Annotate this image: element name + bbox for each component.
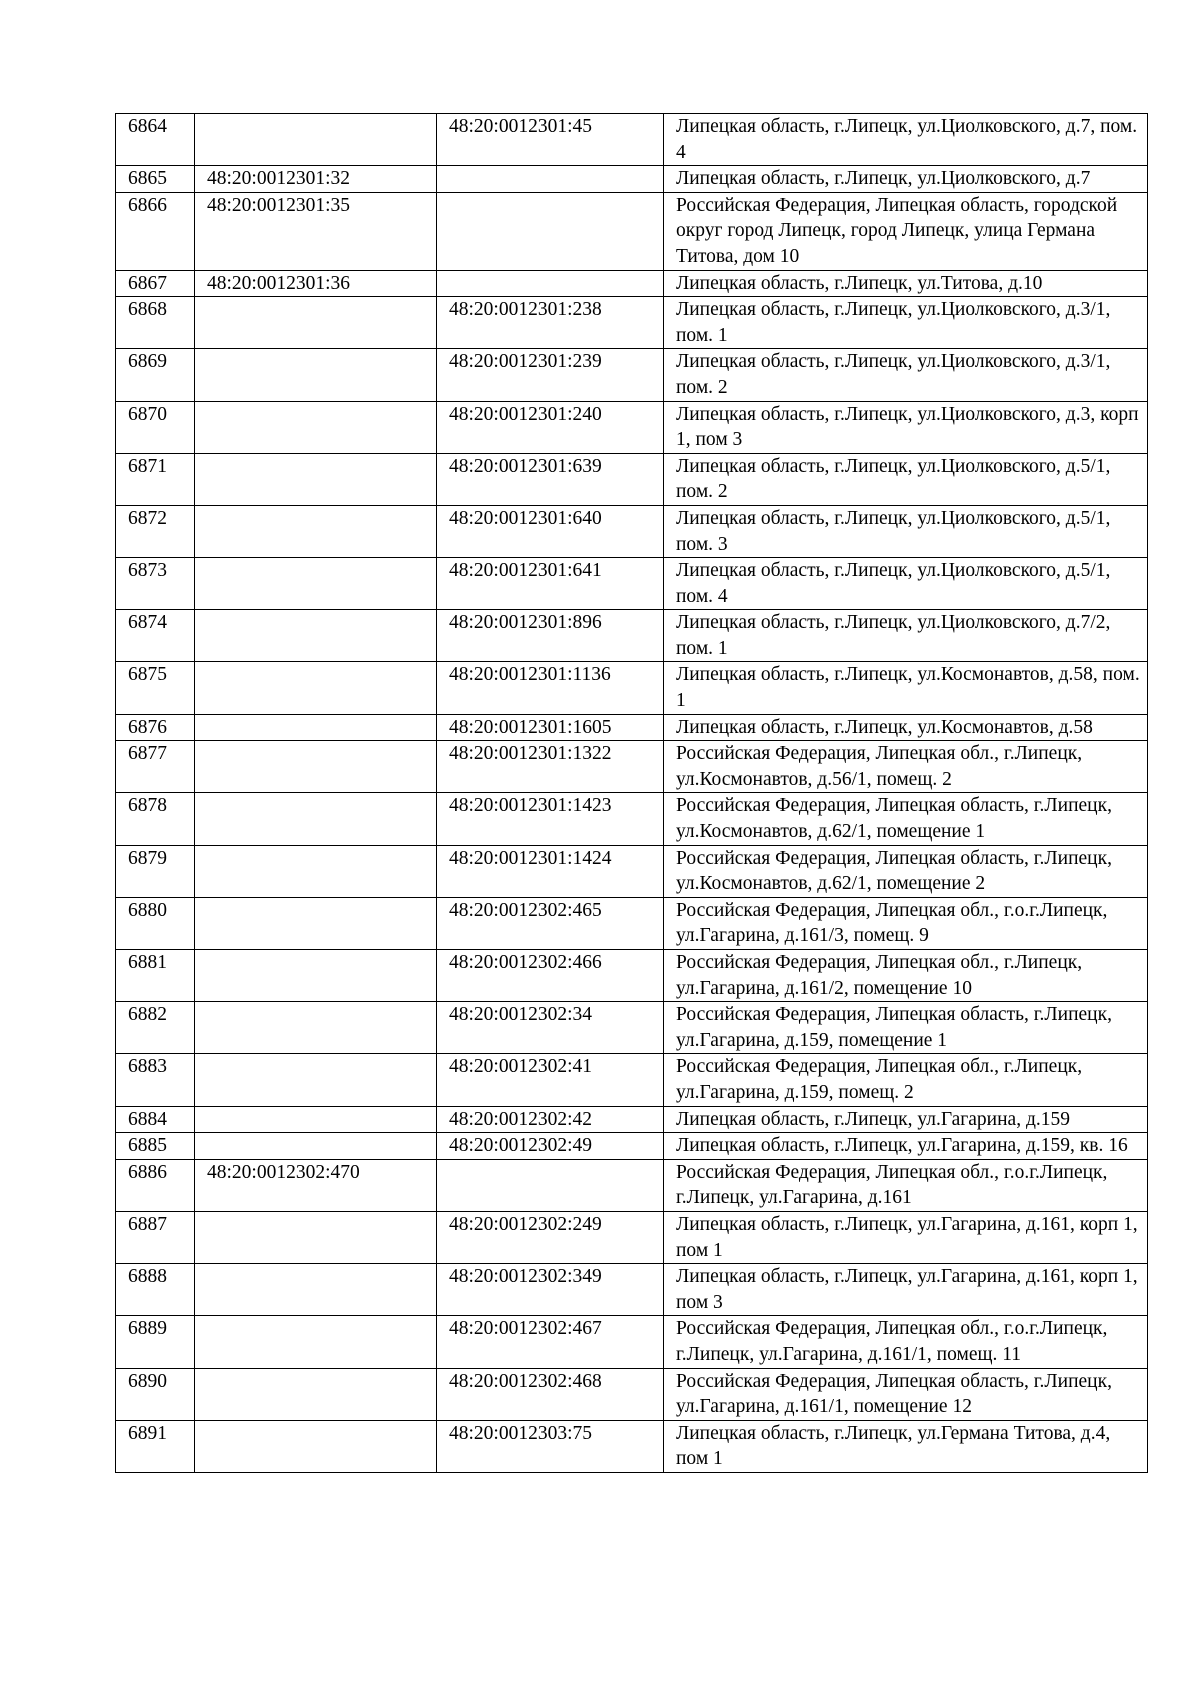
cell-land-cadastral (195, 950, 437, 1002)
cell-address: Липецкая область, г.Липецк, ул.Циолковского, д.7, пом. 4 (664, 114, 1148, 166)
cell-number: 6865 (116, 166, 195, 193)
table-row (116, 1420, 1148, 1472)
cell-number: 6882 (116, 1002, 195, 1054)
cell-number: 6883 (116, 1054, 195, 1106)
table-row (116, 793, 1148, 845)
cell-number: 6886 (116, 1159, 195, 1211)
cell-address: Липецкая область, г.Липецк, ул.Гагарина, д.161, корп 1, пом 3 (664, 1264, 1148, 1316)
cell-building-cadastral: 48:20:0012302:41 (437, 1054, 664, 1106)
cell-building-cadastral (437, 1159, 664, 1211)
cell-address: Липецкая область, г.Липецк, ул.Циолковского, д.3/1, пом. 2 (664, 349, 1148, 401)
cell-address: Липецкая область, г.Липецк, ул.Циолковского, д.7/2, пом. 1 (664, 610, 1148, 662)
table-row (116, 950, 1148, 1002)
table-row (116, 714, 1148, 741)
cell-number: 6878 (116, 793, 195, 845)
cell-building-cadastral (437, 166, 664, 193)
cell-number: 6877 (116, 741, 195, 793)
cell-building-cadastral: 48:20:0012302:466 (437, 950, 664, 1002)
cell-land-cadastral (195, 845, 437, 897)
cell-land-cadastral: 48:20:0012302:470 (195, 1159, 437, 1211)
cell-land-cadastral (195, 349, 437, 401)
cell-number: 6891 (116, 1420, 195, 1472)
registry-table (115, 113, 1148, 1473)
cell-number: 6887 (116, 1211, 195, 1263)
cell-number: 6879 (116, 845, 195, 897)
table-row (116, 1264, 1148, 1316)
table-row (116, 1106, 1148, 1133)
cell-number: 6871 (116, 453, 195, 505)
cell-land-cadastral (195, 714, 437, 741)
cell-land-cadastral (195, 401, 437, 453)
cell-building-cadastral: 48:20:0012302:42 (437, 1106, 664, 1133)
cell-building-cadastral: 48:20:0012301:45 (437, 114, 664, 166)
cell-building-cadastral: 48:20:0012301:1605 (437, 714, 664, 741)
cell-building-cadastral: 48:20:0012301:641 (437, 558, 664, 610)
cell-land-cadastral (195, 741, 437, 793)
cell-address: Липецкая область, г.Липецк, ул.Космонавтов, д.58, пом. 1 (664, 662, 1148, 714)
cell-land-cadastral (195, 297, 437, 349)
cell-building-cadastral: 48:20:0012302:467 (437, 1316, 664, 1368)
table-row (116, 1133, 1148, 1160)
cell-number: 6867 (116, 270, 195, 297)
cell-building-cadastral: 48:20:0012303:75 (437, 1420, 664, 1472)
cell-address: Липецкая область, г.Липецк, ул.Циолковского, д.5/1, пом. 2 (664, 453, 1148, 505)
cell-number: 6884 (116, 1106, 195, 1133)
table-row (116, 270, 1148, 297)
cell-land-cadastral: 48:20:0012301:36 (195, 270, 437, 297)
cell-building-cadastral: 48:20:0012302:34 (437, 1002, 664, 1054)
cell-address: Российская Федерация, Липецкая обл., г.Липецк, ул.Гагарина, д.159, помещ. 2 (664, 1054, 1148, 1106)
cell-building-cadastral: 48:20:0012302:249 (437, 1211, 664, 1263)
cell-land-cadastral (195, 453, 437, 505)
table-row (116, 662, 1148, 714)
table-row (116, 349, 1148, 401)
table-row (116, 1368, 1148, 1420)
cell-building-cadastral: 48:20:0012301:896 (437, 610, 664, 662)
cell-land-cadastral (195, 1264, 437, 1316)
cell-land-cadastral (195, 610, 437, 662)
cell-building-cadastral: 48:20:0012301:1424 (437, 845, 664, 897)
table-row (116, 297, 1148, 349)
cell-address: Российская Федерация, Липецкая область, г.Липецк, ул.Космонавтов, д.62/1, помещение 2 (664, 845, 1148, 897)
table-row (116, 845, 1148, 897)
table-row (116, 897, 1148, 949)
cell-address: Липецкая область, г.Липецк, ул.Циолковского, д.5/1, пом. 4 (664, 558, 1148, 610)
cell-building-cadastral (437, 192, 664, 270)
cell-address: Российская Федерация, Липецкая область, г.Липецк, ул.Гагарина, д.159, помещение 1 (664, 1002, 1148, 1054)
table-row (116, 1002, 1148, 1054)
cell-land-cadastral (195, 505, 437, 557)
cell-address: Липецкая область, г.Липецк, ул.Циолковского, д.3, корп 1, пом 3 (664, 401, 1148, 453)
cell-building-cadastral (437, 270, 664, 297)
cell-address: Липецкая область, г.Липецк, ул.Космонавтов, д.58 (664, 714, 1148, 741)
cell-land-cadastral (195, 1106, 437, 1133)
cell-address: Липецкая область, г.Липецк, ул.Гагарина, д.161, корп 1, пом 1 (664, 1211, 1148, 1263)
cell-address: Липецкая область, г.Липецк, ул.Гагарина, д.159, кв. 16 (664, 1133, 1148, 1160)
table-row (116, 453, 1148, 505)
cell-land-cadastral: 48:20:0012301:35 (195, 192, 437, 270)
cell-address: Липецкая область, г.Липецк, ул.Германа Титова, д.4, пом 1 (664, 1420, 1148, 1472)
table-row (116, 401, 1148, 453)
cell-number: 6881 (116, 950, 195, 1002)
cell-building-cadastral: 48:20:0012302:465 (437, 897, 664, 949)
cell-number: 6880 (116, 897, 195, 949)
cell-number: 6864 (116, 114, 195, 166)
cell-land-cadastral: 48:20:0012301:32 (195, 166, 437, 193)
cell-building-cadastral: 48:20:0012301:1423 (437, 793, 664, 845)
cell-building-cadastral: 48:20:0012301:238 (437, 297, 664, 349)
cell-number: 6869 (116, 349, 195, 401)
cell-address: Липецкая область, г.Липецк, ул.Циолковского, д.5/1, пом. 3 (664, 505, 1148, 557)
cell-number: 6866 (116, 192, 195, 270)
cell-address: Российская Федерация, Липецкая обл., г.о.г.Липецк, г.Липецк, ул.Гагарина, д.161 (664, 1159, 1148, 1211)
cell-land-cadastral (195, 558, 437, 610)
cell-address: Липецкая область, г.Липецк, ул.Гагарина, д.159 (664, 1106, 1148, 1133)
cell-number: 6874 (116, 610, 195, 662)
cell-number: 6868 (116, 297, 195, 349)
registry-table-body (116, 114, 1148, 1473)
table-row (116, 741, 1148, 793)
cell-land-cadastral (195, 662, 437, 714)
cell-building-cadastral: 48:20:0012301:1322 (437, 741, 664, 793)
table-row (116, 610, 1148, 662)
cell-address: Российская Федерация, Липецкая обл., г.о.г.Липецк, ул.Гагарина, д.161/3, помещ. 9 (664, 897, 1148, 949)
cell-building-cadastral: 48:20:0012302:468 (437, 1368, 664, 1420)
cell-land-cadastral (195, 1316, 437, 1368)
cell-number: 6872 (116, 505, 195, 557)
cell-building-cadastral: 48:20:0012301:240 (437, 401, 664, 453)
table-row (116, 166, 1148, 193)
cell-address: Российская Федерация, Липецкая область, г.Липецк, ул.Гагарина, д.161/1, помещение 12 (664, 1368, 1148, 1420)
cell-land-cadastral (195, 1054, 437, 1106)
cell-land-cadastral (195, 1211, 437, 1263)
cell-number: 6870 (116, 401, 195, 453)
table-row (116, 558, 1148, 610)
cell-building-cadastral: 48:20:0012302:49 (437, 1133, 664, 1160)
cell-number: 6890 (116, 1368, 195, 1420)
cell-land-cadastral (195, 897, 437, 949)
cell-land-cadastral (195, 1420, 437, 1472)
table-row (116, 1054, 1148, 1106)
cell-building-cadastral: 48:20:0012301:640 (437, 505, 664, 557)
cell-land-cadastral (195, 793, 437, 845)
cell-building-cadastral: 48:20:0012301:239 (437, 349, 664, 401)
cell-building-cadastral: 48:20:0012302:349 (437, 1264, 664, 1316)
table-row (116, 1316, 1148, 1368)
cell-address: Липецкая область, г.Липецк, ул.Циолковского, д.3/1, пом. 1 (664, 297, 1148, 349)
table-row (116, 114, 1148, 166)
cell-number: 6873 (116, 558, 195, 610)
cell-address: Липецкая область, г.Липецк, ул.Титова, д.10 (664, 270, 1148, 297)
table-row (116, 192, 1148, 270)
cell-building-cadastral: 48:20:0012301:639 (437, 453, 664, 505)
cell-number: 6885 (116, 1133, 195, 1160)
cell-land-cadastral (195, 1002, 437, 1054)
cell-number: 6889 (116, 1316, 195, 1368)
cell-building-cadastral: 48:20:0012301:1136 (437, 662, 664, 714)
cell-land-cadastral (195, 114, 437, 166)
cell-address: Липецкая область, г.Липецк, ул.Циолковского, д.7 (664, 166, 1148, 193)
cell-land-cadastral (195, 1133, 437, 1160)
cell-address: Российская Федерация, Липецкая область, г.Липецк, ул.Космонавтов, д.62/1, помещение 1 (664, 793, 1148, 845)
table-row (116, 1211, 1148, 1263)
table-row (116, 505, 1148, 557)
cell-number: 6875 (116, 662, 195, 714)
cell-address: Российская Федерация, Липецкая обл., г.Липецк, ул.Гагарина, д.161/2, помещение 10 (664, 950, 1148, 1002)
cell-address: Российская Федерация, Липецкая обл., г.о.г.Липецк, г.Липецк, ул.Гагарина, д.161/1, помещ. 11 (664, 1316, 1148, 1368)
cell-number: 6888 (116, 1264, 195, 1316)
cell-land-cadastral (195, 1368, 437, 1420)
cell-number: 6876 (116, 714, 195, 741)
table-row (116, 1159, 1148, 1211)
cell-address: Российская Федерация, Липецкая обл., г.Липецк, ул.Космонавтов, д.56/1, помещ. 2 (664, 741, 1148, 793)
cell-address: Российская Федерация, Липецкая область, городской округ город Липецк, город Липецк, улица Германа Титова, дом 10 (664, 192, 1148, 270)
